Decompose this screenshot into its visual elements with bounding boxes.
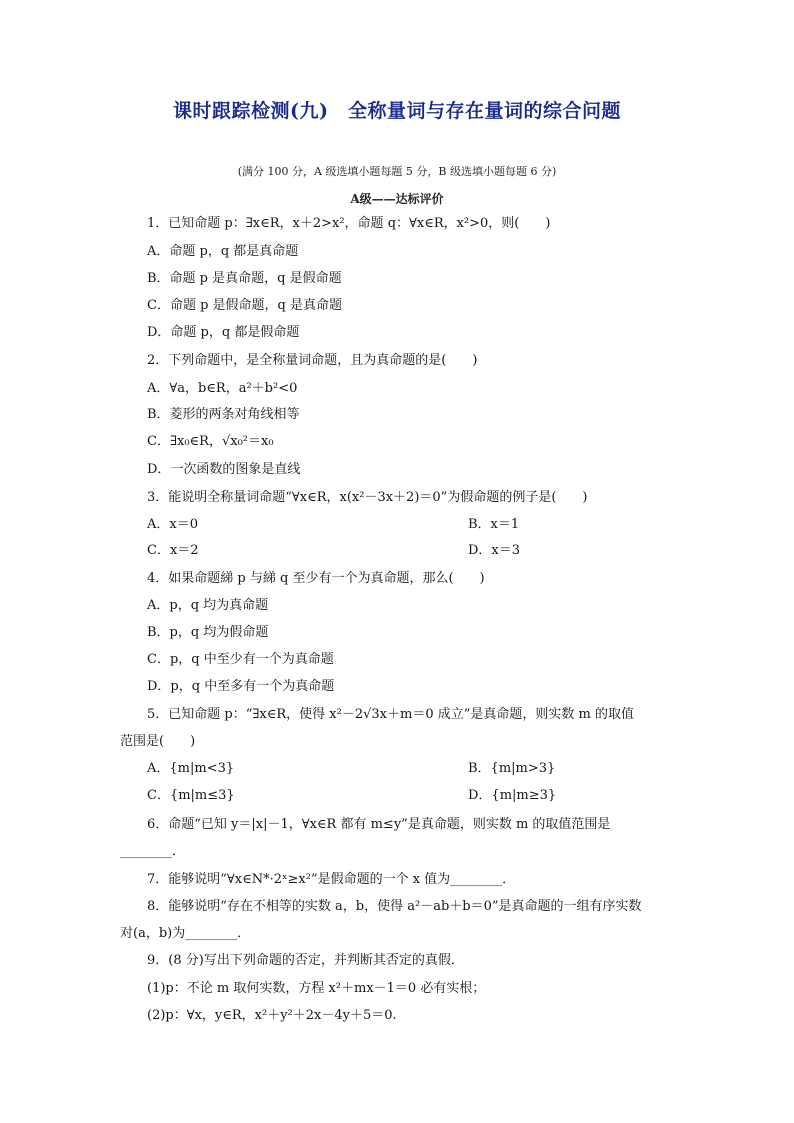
q1-option-b: B．命题 p 是真命题，q 是假命题 <box>147 271 342 286</box>
q4-option-a: A．p，q 均为真命题 <box>147 598 269 613</box>
q1-option-a: A．命题 p，q 都是真命题 <box>147 244 299 259</box>
q9-part2: (2)p：∀x，y∈R，x²＋y²＋2x－4y＋5＝0. <box>147 1008 397 1023</box>
q3-stem: 3．能说明全称量词命题“∀x∈R，x(x²－3x＋2)＝0”为假命题的例子是( ) <box>147 490 588 505</box>
q4-option-d: D．p，q 中至多有一个为真命题 <box>147 679 335 694</box>
q3-option-a: A．x＝0 <box>147 517 198 532</box>
q3-option-d: D．x＝3 <box>468 543 521 558</box>
q2-stem: 2．下列命题中，是全称量词命题，且为真命题的是( ) <box>147 353 478 368</box>
section-a-heading: A级——达标评价 <box>350 192 444 206</box>
score-note: (满分 100 分，A 级选填小题每题 5 分，B 级选填小题每题 6 分) <box>237 165 557 178</box>
q4-option-b: B．p，q 均为假命题 <box>147 625 269 640</box>
q7-line1: 7．能够说明“∀x∈N*·2ˣ≥x²”是假命题的一个 x 值为________． <box>147 872 516 887</box>
q6-line2: ________． <box>120 844 186 859</box>
q5-option-c: C．{m|m≤3} <box>147 788 235 803</box>
q5-option-a: A．{m|m<3} <box>147 761 235 776</box>
q1-option-c: C．命题 p 是假命题，q 是真命题 <box>147 298 342 313</box>
page-title: 课时跟踪检测(九) 全称量词与存在量词的综合问题 <box>173 100 621 122</box>
q2-option-c: C．∃x₀∈R，√x₀²＝x₀ <box>147 434 274 449</box>
q3-option-b: B．x＝1 <box>468 517 520 532</box>
q5-option-d: D．{m|m≥3} <box>468 788 557 803</box>
q2-option-b: B．菱形的两条对角线相等 <box>147 407 300 422</box>
q2-option-d: D．一次函数的图象是直线 <box>147 462 301 477</box>
q1-stem: 1．已知命题 p：∃x∈R，x＋2>x²，命题 q：∀x∈R，x²>0，则( ) <box>147 216 551 231</box>
q8-line2: 对(a，b)为________． <box>120 926 251 941</box>
q1-option-d: D．命题 p，q 都是假命题 <box>147 325 300 340</box>
q3-option-c: C．x＝2 <box>147 543 199 558</box>
q9-part1: (1)p：不论 m 取何实数，方程 x²＋mx－1＝0 必有实根； <box>147 981 486 996</box>
q9-stem: 9．(8 分)写出下列命题的否定，并判断其否定的真假． <box>147 953 464 968</box>
q5-stem-line1: 5．已知命题 p：“∃x∈R，使得 x²－2√3x＋m＝0 成立”是真命题，则实数 m 的取值 <box>147 707 634 722</box>
q5-stem-line2: 范围是( ) <box>120 734 196 749</box>
q8-line1: 8．能够说明“存在不相等的实数 a，b，使得 a²－ab＋b＝0”是真命题的一组有序实数 <box>147 899 642 914</box>
q5-option-b: B．{m|m>3} <box>468 761 556 776</box>
q2-option-a: A．∀a，b∈R，a²＋b²<0 <box>147 381 298 396</box>
q4-stem: 4．如果命题綈 p 与綈 q 至少有一个为真命题，那么( ) <box>147 571 485 586</box>
q4-option-c: C．p，q 中至少有一个为真命题 <box>147 652 334 667</box>
q6-line1: 6．命题“已知 y＝|x|－1，∀x∈R 都有 m≤y”是真命题，则实数 m 的取值范围是 <box>147 817 611 832</box>
